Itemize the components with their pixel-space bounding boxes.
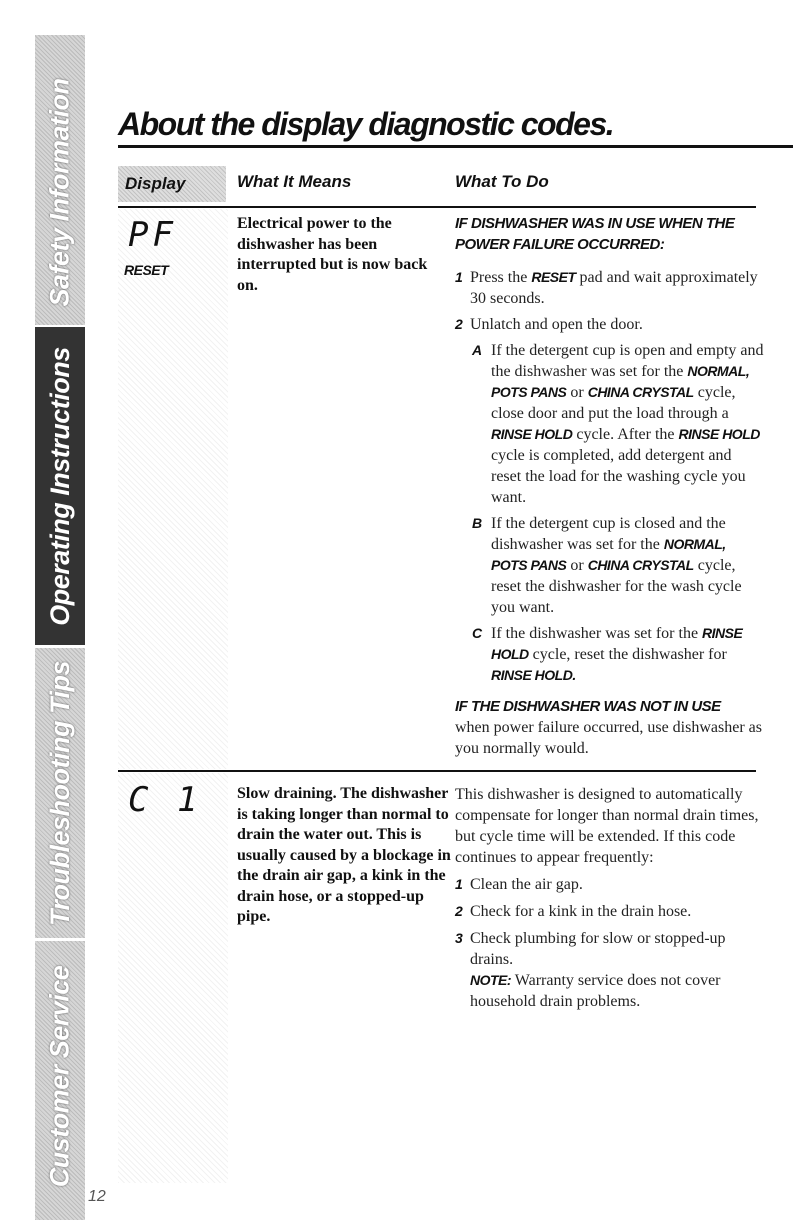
header-what-it-means: What It Means (237, 172, 352, 191)
keyword: NORMAL, POTS PANS (491, 536, 726, 573)
sub-letter: B (472, 515, 483, 531)
step-item (455, 267, 765, 309)
display-code-reset: RESET (124, 262, 169, 278)
todo-slow-draining (455, 784, 765, 1012)
tab-label: Safety Information (44, 78, 75, 307)
sub-text: cycle. After the (572, 426, 679, 443)
todo-power-failure (455, 213, 765, 759)
step-text: Press the (470, 269, 532, 286)
page-number: 12 (88, 1188, 106, 1205)
step-number: 2 (455, 316, 463, 332)
header-rule (118, 206, 756, 208)
todo-heading: IF DISHWASHER WAS IN USE WHEN THE POWER FAILURE OCCURRED: (455, 215, 735, 253)
step-number: 1 (455, 269, 463, 285)
keyword: RINSE HOLD (491, 625, 743, 662)
keyword: NORMAL, POTS PANS (491, 363, 750, 400)
tab-label: Troubleshooting Tips (44, 660, 75, 926)
step-text: Unlatch and open the door. (470, 316, 643, 333)
todo-text: This dishwasher is designed to automatically compensate for longer than normal drain times, but cycle time will be extended. If this code continues to appear frequently: (455, 786, 759, 866)
display-column-bg (118, 773, 228, 1183)
meaning-power-failure: Electrical power to the dishwasher has been interrupted but is now back on. (237, 215, 428, 294)
tab-troubleshooting-tips[interactable] (35, 648, 85, 938)
tab-safety-information[interactable] (35, 50, 85, 335)
display-column-bg (118, 209, 228, 769)
tab-customer-service[interactable] (35, 941, 85, 1211)
sub-item (455, 623, 765, 686)
page-title: About the display diagnostic codes. (118, 106, 614, 142)
step-text: Check for a kink in the drain hose. (470, 903, 692, 920)
sub-item (455, 340, 765, 508)
header-what-to-do: What To Do (455, 172, 549, 191)
step-item (455, 928, 765, 1012)
sub-letter: C (472, 625, 483, 641)
side-tab-strip (35, 35, 85, 1220)
sub-text: If the detergent cup is open and empty and the dishwasher was set for the (491, 342, 764, 380)
tab-label: Operating Instructions (44, 346, 75, 626)
keyword: RINSE HOLD (678, 426, 760, 442)
step-number: 3 (455, 930, 463, 946)
step-text: Check plumbing for slow or stopped-up drains. (470, 930, 726, 968)
title-rule (118, 145, 793, 148)
keyword: CHINA CRYSTAL (587, 384, 694, 400)
step-item (455, 901, 765, 922)
step-item (455, 314, 765, 335)
keyword: CHINA CRYSTAL (587, 557, 694, 573)
row-divider (118, 770, 756, 772)
sub-text: or (566, 384, 588, 401)
keyword: RINSE HOLD (491, 426, 573, 442)
sub-text: or (566, 557, 588, 574)
sub-text: cycle, reset the dishwasher for the wash cycle you want. (491, 557, 742, 616)
step-text: pad and wait approximately 30 seconds. (470, 269, 758, 307)
tab-label: Customer Service (44, 965, 75, 1187)
keyword: RESET (531, 269, 576, 285)
step-text: Clean the air gap. (470, 876, 583, 893)
todo-heading: IF THE DISHWASHER WAS NOT IN USE (455, 698, 721, 715)
note-text: Warranty service does not cover household drain problems. (470, 972, 721, 1010)
header-display (118, 166, 226, 202)
sub-text: If the dishwasher was set for the (491, 625, 703, 642)
tab-operating-instructions[interactable] (35, 327, 85, 645)
sub-item (455, 513, 765, 618)
note-keyword: NOTE: (470, 972, 512, 988)
sub-text: cycle, close door and put the load through a (491, 384, 736, 422)
todo-text: when power failure occurred, use dishwasher as you normally would. (455, 719, 762, 757)
step-number: 1 (455, 876, 463, 892)
sub-text: cycle is completed, add detergent and reset the load for the washing cycle you want. (491, 447, 746, 506)
keyword: RINSE HOLD. (491, 667, 576, 683)
sub-text: If the detergent cup is closed and the dishwasher was set for the (491, 515, 726, 553)
step-number: 2 (455, 903, 463, 919)
sub-text: cycle, reset the dishwasher for (528, 646, 727, 663)
header-display-label: Display (125, 174, 186, 193)
display-code-pf: PF (128, 215, 177, 255)
display-code-c1: C 1 (128, 780, 202, 820)
sub-letter: A (472, 342, 483, 358)
meaning-slow-draining: Slow draining. The dishwasher is taking longer than normal to drain the water out. This is usually caused by a blockage in the drain air gap, a kink in the drain hose, or a stopped-up pipe. (237, 785, 451, 925)
step-item (455, 874, 765, 895)
